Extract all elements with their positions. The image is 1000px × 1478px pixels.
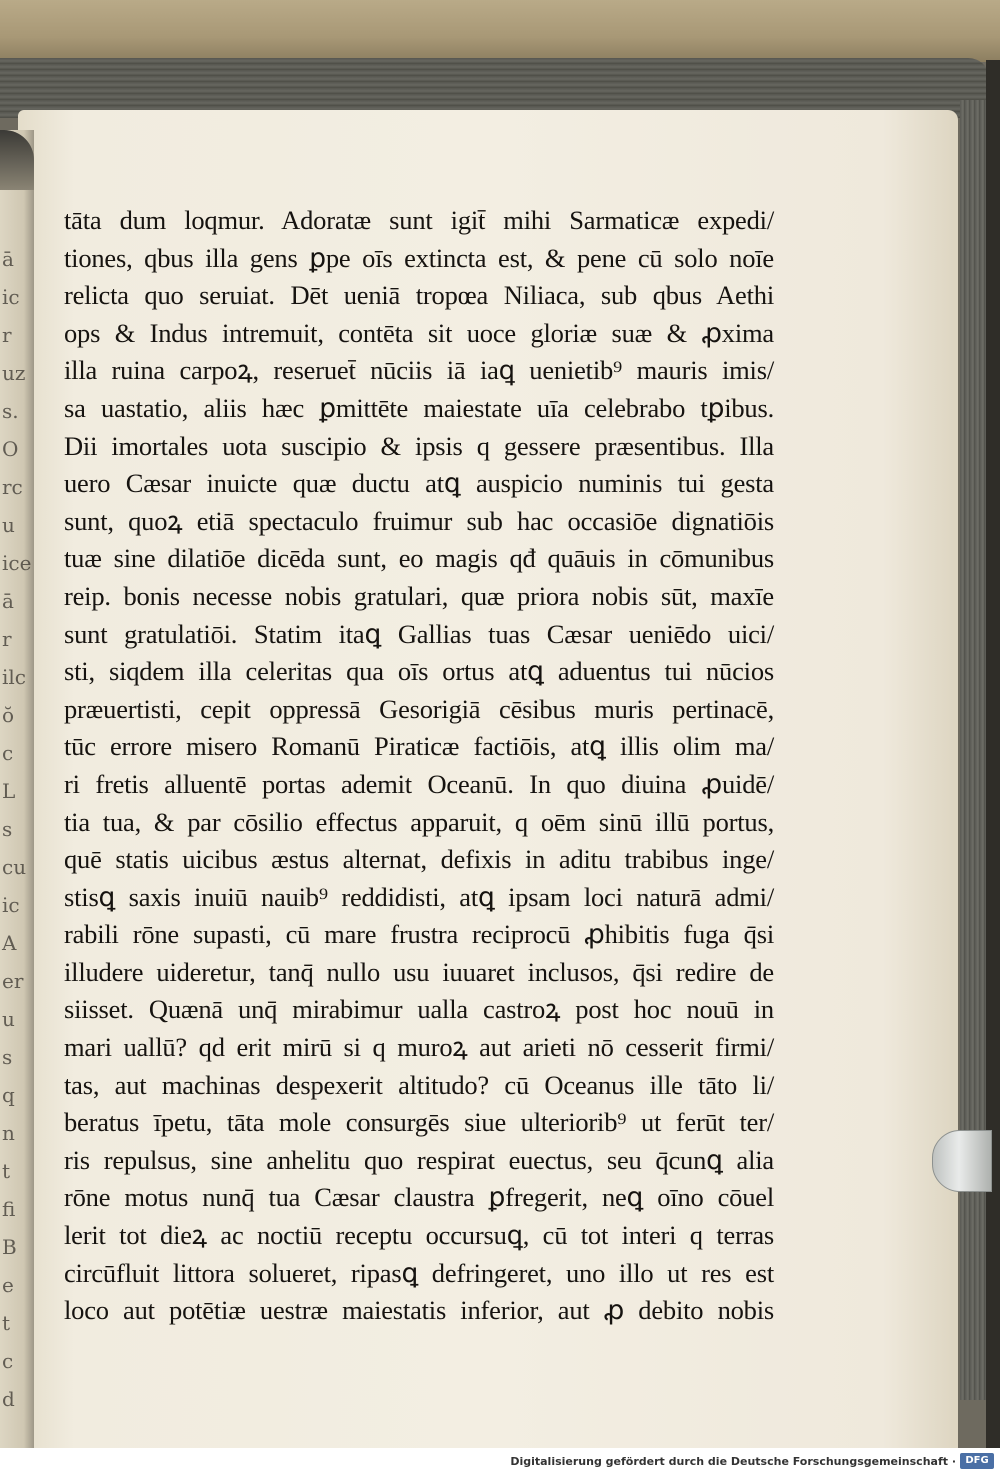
- text-line: rabili rōne supasti, cū mare frustra reciprocū ꝓhibitis fuga q̄si: [64, 919, 774, 950]
- text-line: sunt, quoꝝ etiā spectaculo fruimur sub hac occasiōe dignatiōis: [64, 505, 774, 536]
- text-line: beratus īpetu, tāta mole consurgēs siue ulteriorib⁹ ut ferūt ter/: [64, 1107, 774, 1138]
- text-line: sunt gratulatiōi. Statim itaꝗ Gallias tuas Cæsar ueniēdo uici/: [64, 618, 774, 649]
- text-line: ri fretis alluentē portas ademit Oceanū. In quo diuina ꝓuidē/: [64, 768, 774, 799]
- text-line: illudere uideretur, tanq̄ nullo usu iuuaret inclusos, q̄si redire de: [64, 956, 774, 987]
- text-line: ops & Indus intremuit, contēta sit uoce gloriæ suæ & ꝓxima: [64, 317, 774, 348]
- page-block-edge: [0, 58, 990, 118]
- text-line: illa ruina carpoꝝ, reseruet̄ nūciis iā iaꝗ uenietib⁹ mauris imis/: [64, 355, 774, 386]
- scanner-shadow: [986, 60, 1000, 1450]
- book-cover-top: [0, 0, 1000, 62]
- dfg-logo: DFG: [960, 1453, 994, 1469]
- body-text: [64, 202, 774, 1330]
- text-line: uero Cæsar inuicte quæ ductu atꝗ auspicio numinis tui gesta: [64, 468, 774, 499]
- text-line: mari uallū? qd erit mirū si q muroꝝ aut arieti nō cesserit firmi/: [64, 1032, 774, 1063]
- footer-credit: Digitalisierung gefördert durch die Deutsche Forschungsgemeinschaft ·: [510, 1455, 956, 1468]
- text-line: tāta dum loqmur. Adoratæ sunt igit̄ mihi Sarmaticæ expedi/: [64, 205, 774, 235]
- page-clip: [932, 1130, 992, 1192]
- text-line: tūc errore misero Romanū Piraticæ factiōis, atꝗ illis olim ma/: [64, 731, 774, 762]
- text-line: quē statis uicibus æstus alternat, defixis in aditu trabibus inge/: [64, 844, 774, 875]
- text-line: sti, siqdem illa celeritas qua oīs ortus atꝗ aduentus tui nūcios: [64, 656, 774, 687]
- text-line: relicta quo seruiat. Dēt ueniā tropœa Niliaca, sub qbus Aethi: [64, 280, 774, 311]
- text-line: ris repulsus, sine anhelitu quo respirat euectus, seu q̄cunꝗ alia: [64, 1144, 774, 1175]
- text-line: circūfluit littora solueret, ripasꝗ defringeret, uno illo ut res est: [64, 1257, 774, 1288]
- text-line: siisset. Quænā unq̄ mirabimur ualla castroꝝ post hoc nouū in: [64, 994, 774, 1025]
- page-block-side: [960, 100, 988, 1400]
- text-line: sa uastatio, aliis hæc ꝑmittēte maiestate uīa celebrabo tꝑibus.: [64, 392, 774, 423]
- text-line: præuertisti, cepit oppressā Gesorigiā cēsibus muris pertinacē,: [64, 693, 774, 724]
- text-line: loco aut potētiæ uestræ maiestatis inferior, aut ꝓ debito nobis: [64, 1295, 774, 1326]
- text-line: stisꝗ saxis inuiū nauib⁹ reddidisti, atꝗ ipsam loci naturā admi/: [64, 881, 774, 912]
- text-line: tas, aut machinas despexerit altitudo? cū Oceanus ille tāto li/: [64, 1069, 774, 1100]
- text-line: tia tua, & par cōsilio effectus apparuit, q oēm sinū illū portus,: [64, 806, 774, 837]
- text-line: tiones, qbus illa gens ꝑpe oīs extincta est, & pene cū solo noīe: [64, 242, 774, 273]
- facing-page-text: ā ic r uz s. O rc u ice ā r ilc ŏ c L s cu ic A er u s q n t fi B e t c d: [2, 247, 32, 1411]
- text-line: rōne motus nunq̄ tua Cæsar claustra ꝑfregerit, neꝗ oīno cōuel: [64, 1182, 774, 1213]
- text-line: lerit tot dieꝝ ac noctiū receptu occursuꝗ, cū tot interi q terras: [64, 1220, 774, 1251]
- text-line: Dii imortales uota suscipio & ipsis q gessere præsentibus. Illa: [64, 430, 774, 461]
- text-line: tuæ sine dilatiōe dicēda sunt, eo magis qđ quāuis in cōmunibus: [64, 543, 774, 574]
- text-line: reip. bonis necesse nobis gratulari, quæ priora nobis sūt, maxīe: [64, 580, 774, 611]
